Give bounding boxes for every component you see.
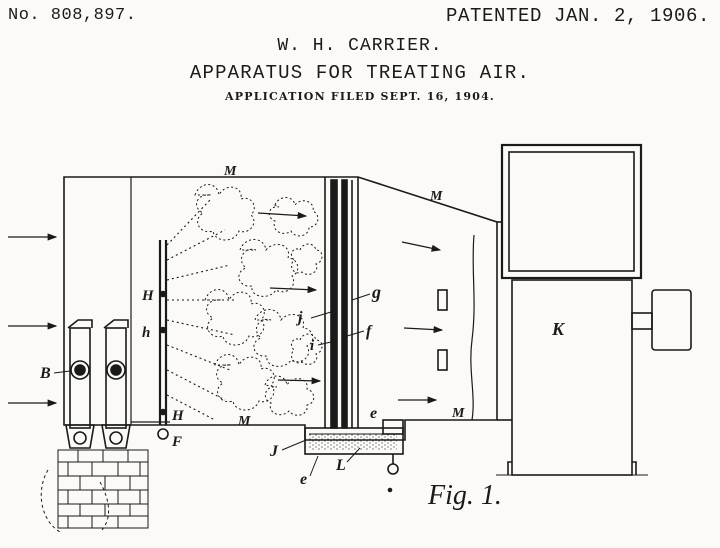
label-K: K <box>552 319 565 339</box>
label-L: L <box>336 457 346 474</box>
observation-window <box>438 290 447 310</box>
label-e-lower: e <box>300 471 308 488</box>
label-H-upper: H <box>142 288 154 304</box>
label-M-bottom-center: M <box>238 414 251 429</box>
patent-title: APPARATUS FOR TREATING AIR. <box>189 62 531 84</box>
label-f: f <box>366 323 372 340</box>
label-j-upper: j <box>298 309 303 326</box>
label-B: B <box>40 365 51 382</box>
label-i: i <box>310 338 315 354</box>
application-filed-line: APPLICATION FILED SEPT. 16, 1904. <box>225 90 495 103</box>
inventor-name: W. H. CARRIER. <box>277 36 443 56</box>
figure-labels <box>39 164 566 488</box>
fan-housing <box>496 145 691 475</box>
patent-date: PATENTED JAN. 2, 1906. <box>445 5 710 27</box>
label-h: h <box>142 325 151 341</box>
spray-header <box>158 240 168 439</box>
patent-number: No. 808,897. <box>8 6 137 25</box>
spray-jets <box>167 200 235 420</box>
observation-window <box>438 350 447 370</box>
heater-pipes <box>66 320 130 448</box>
label-e-upper: e <box>370 405 378 422</box>
drip-tank <box>305 420 403 492</box>
label-g: g <box>372 282 381 302</box>
label-M-top: M <box>224 164 237 179</box>
label-F: F <box>172 434 183 450</box>
label-J-lower: J <box>270 443 278 460</box>
label-M-right: M <box>430 189 443 204</box>
label-M-bottom-right: M <box>452 406 465 421</box>
eliminator-plates <box>325 177 358 428</box>
figure-caption: Fig. 1. <box>428 480 502 511</box>
label-H-lower: H <box>172 408 184 424</box>
